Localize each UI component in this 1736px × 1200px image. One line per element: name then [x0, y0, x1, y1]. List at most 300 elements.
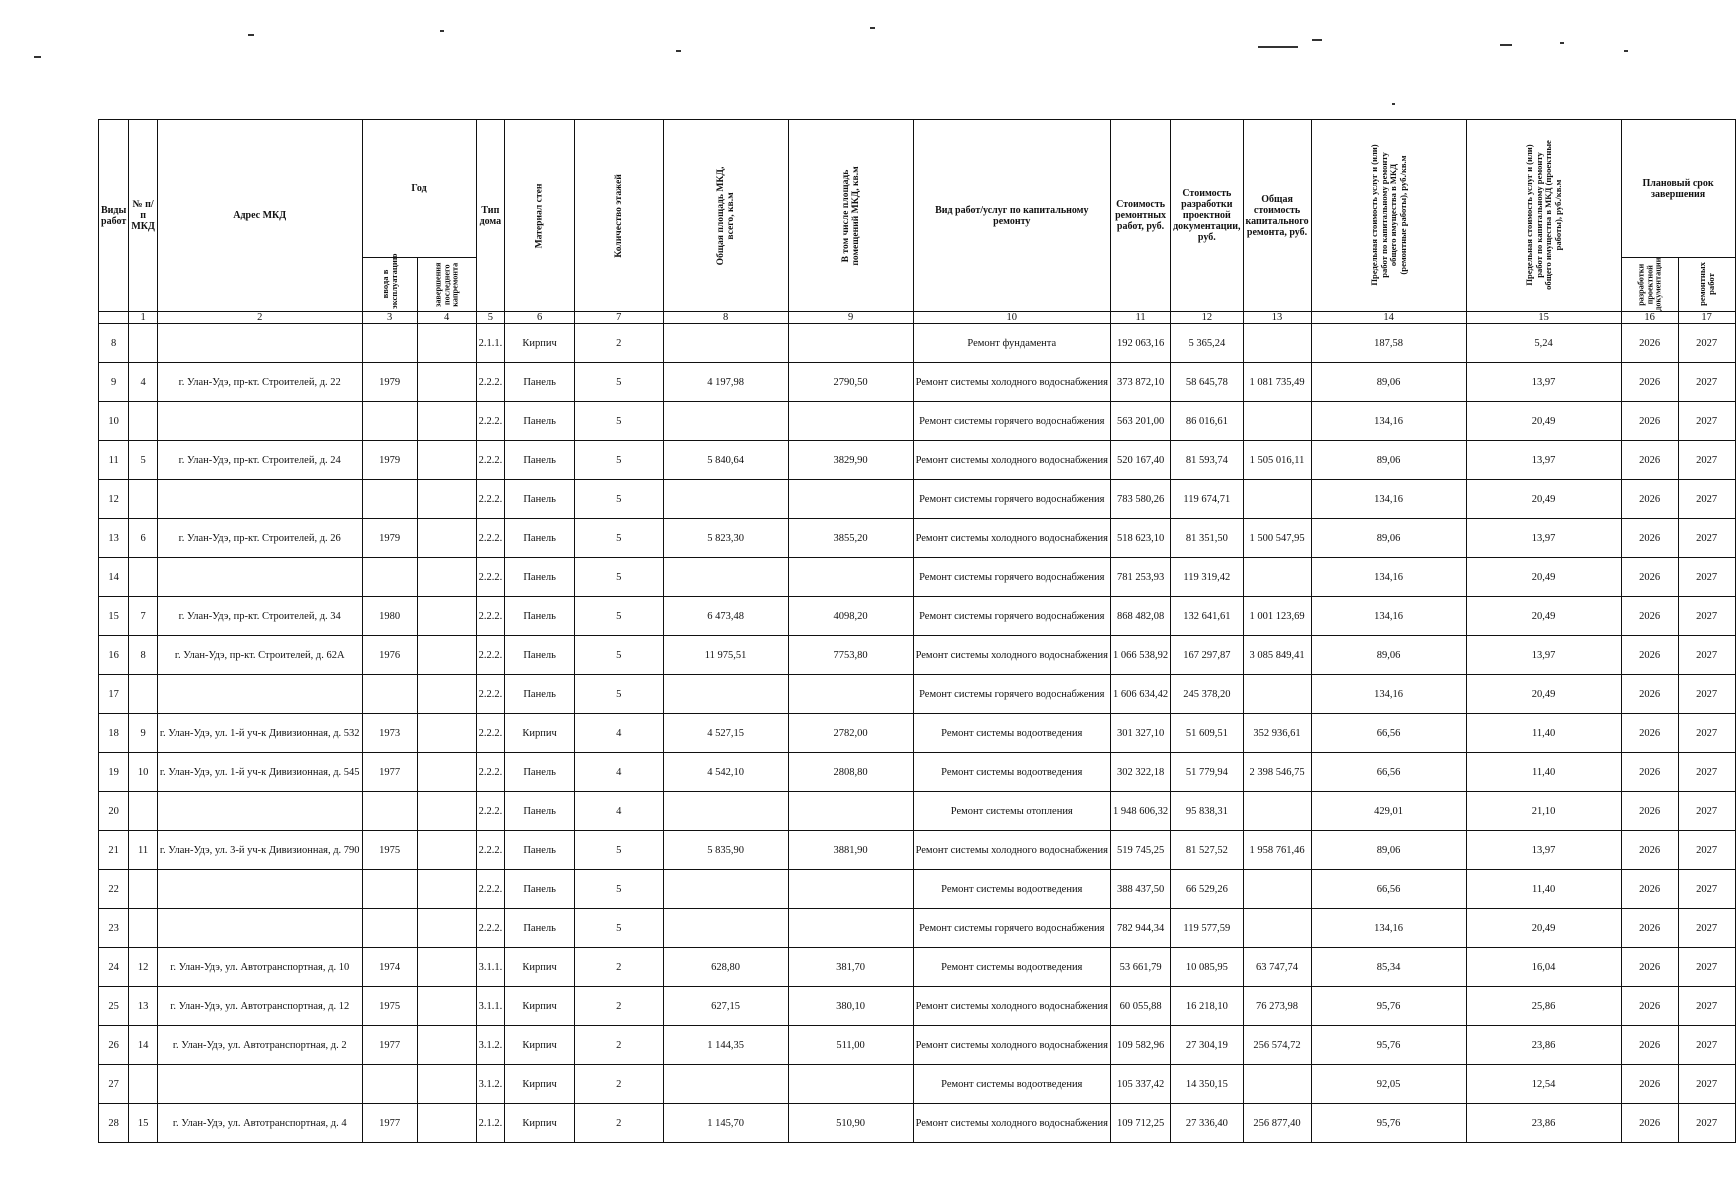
cell-floors: 5	[575, 480, 664, 519]
cell-floors: 4	[575, 714, 664, 753]
cell-premises-area: 380,10	[788, 987, 913, 1026]
scan-speck	[440, 30, 444, 32]
header-year-last-repair-text: завершения последнего капремонта	[432, 262, 459, 307]
cell-limit-design: 16,04	[1466, 948, 1621, 987]
cell-total-cost	[1243, 870, 1311, 909]
cell-total-area: 6 473,48	[663, 597, 788, 636]
cell-limit-design: 11,40	[1466, 714, 1621, 753]
cell-floors: 5	[575, 519, 664, 558]
table-row	[99, 441, 1736, 480]
cell-nn: 15	[129, 1104, 158, 1143]
cell-repair-cost: 783 580,26	[1111, 480, 1171, 519]
cell-limit-design: 11,40	[1466, 870, 1621, 909]
cell-design-cost: 27 304,19	[1171, 1026, 1243, 1065]
cell-design-cost: 51 779,94	[1171, 753, 1243, 792]
cell-address	[157, 480, 362, 519]
header-wall-material	[505, 120, 575, 312]
cell-deadline-design: 2026	[1621, 870, 1678, 909]
cell-limit-repair: 95,76	[1311, 1026, 1466, 1065]
cell-limit-design: 20,49	[1466, 480, 1621, 519]
cell-limit-repair: 89,06	[1311, 636, 1466, 675]
cell-deadline-repair: 2027	[1678, 675, 1735, 714]
cell-work-type: Ремонт системы водоотведения	[913, 948, 1110, 987]
cell-year-last-repair	[417, 792, 476, 831]
cell-limit-design: 20,49	[1466, 402, 1621, 441]
cell-premises-area: 381,70	[788, 948, 913, 987]
cell-total-cost: 76 273,98	[1243, 987, 1311, 1026]
cell-design-cost: 58 645,78	[1171, 363, 1243, 402]
cell-vid: 15	[99, 597, 129, 636]
cell-deadline-design: 2026	[1621, 1104, 1678, 1143]
col-number: 5	[476, 312, 505, 324]
col-number: 11	[1111, 312, 1171, 324]
cell-year-last-repair	[417, 402, 476, 441]
header-address: Адрес МКД	[157, 120, 362, 312]
cell-total-cost: 1 500 547,95	[1243, 519, 1311, 558]
cell-house-type: 2.1.1.	[476, 324, 505, 363]
col-number: 8	[663, 312, 788, 324]
cell-house-type: 2.2.2.	[476, 831, 505, 870]
cell-nn: 13	[129, 987, 158, 1026]
scan-speck	[1392, 103, 1395, 105]
cell-deadline-repair: 2027	[1678, 909, 1735, 948]
cell-work-type: Ремонт системы холодного водоснабжения	[913, 363, 1110, 402]
cell-wall-material: Панель	[505, 363, 575, 402]
header-design-cost: Стоимость разработки проектной документации, руб.	[1171, 120, 1243, 312]
table-body	[99, 324, 1736, 1143]
cell-repair-cost: 868 482,08	[1111, 597, 1171, 636]
cell-year-last-repair	[417, 675, 476, 714]
cell-limit-design: 23,86	[1466, 1026, 1621, 1065]
cell-address: г. Улан-Удэ, ул. Автотранспортная, д. 10	[157, 948, 362, 987]
cell-total-area	[663, 558, 788, 597]
cell-vid: 19	[99, 753, 129, 792]
cell-deadline-repair: 2027	[1678, 558, 1735, 597]
cell-house-type: 3.1.1.	[476, 987, 505, 1026]
cell-deadline-design: 2026	[1621, 675, 1678, 714]
table-row	[99, 987, 1736, 1026]
cell-premises-area	[788, 792, 913, 831]
cell-total-cost	[1243, 402, 1311, 441]
cell-limit-repair: 95,76	[1311, 1104, 1466, 1143]
cell-nn	[129, 558, 158, 597]
header-year-commission	[362, 253, 417, 312]
cell-vid: 22	[99, 870, 129, 909]
cell-total-area: 4 542,10	[663, 753, 788, 792]
cell-year-last-repair	[417, 1104, 476, 1143]
cell-address	[157, 402, 362, 441]
cell-deadline-repair: 2027	[1678, 480, 1735, 519]
cell-deadline-design: 2026	[1621, 831, 1678, 870]
cell-work-type: Ремонт системы горячего водоснабжения	[913, 558, 1110, 597]
cell-vid: 28	[99, 1104, 129, 1143]
col-number: 15	[1466, 312, 1621, 324]
cell-total-area: 1 145,70	[663, 1104, 788, 1143]
header-total-cost: Общая стоимость капитального ремонта, руб.	[1243, 120, 1311, 312]
cell-deadline-repair: 2027	[1678, 948, 1735, 987]
cell-limit-design: 25,86	[1466, 987, 1621, 1026]
header-limit-design	[1466, 120, 1621, 312]
header-total-area	[663, 120, 788, 312]
table-row	[99, 714, 1736, 753]
cell-house-type: 2.2.2.	[476, 675, 505, 714]
cell-premises-area: 3829,90	[788, 441, 913, 480]
cell-deadline-repair: 2027	[1678, 831, 1735, 870]
cell-nn: 12	[129, 948, 158, 987]
header-nn-mkd: № п/п МКД	[129, 120, 158, 312]
cell-deadline-repair: 2027	[1678, 792, 1735, 831]
cell-design-cost: 245 378,20	[1171, 675, 1243, 714]
cell-vid: 16	[99, 636, 129, 675]
cell-repair-cost: 1 606 634,42	[1111, 675, 1171, 714]
cell-design-cost: 132 641,61	[1171, 597, 1243, 636]
register-table-wrap	[98, 119, 1736, 1143]
cell-nn: 14	[129, 1026, 158, 1065]
cell-house-type: 2.2.2.	[476, 597, 505, 636]
cell-premises-area	[788, 402, 913, 441]
cell-total-area: 5 835,90	[663, 831, 788, 870]
header-work-type: Вид работ/услуг по капитальному ремонту	[913, 120, 1110, 312]
cell-floors: 2	[575, 324, 664, 363]
col-number: 9	[788, 312, 913, 324]
cell-limit-design: 13,97	[1466, 519, 1621, 558]
cell-work-type: Ремонт системы холодного водоснабжения	[913, 1026, 1110, 1065]
cell-total-cost: 2 398 546,75	[1243, 753, 1311, 792]
cell-year-commission: 1975	[362, 831, 417, 870]
cell-vid: 8	[99, 324, 129, 363]
cell-year-commission: 1977	[362, 753, 417, 792]
cell-design-cost: 27 336,40	[1171, 1104, 1243, 1143]
cell-deadline-repair: 2027	[1678, 1104, 1735, 1143]
cell-year-commission	[362, 324, 417, 363]
cell-design-cost: 66 529,26	[1171, 870, 1243, 909]
cell-design-cost: 119 319,42	[1171, 558, 1243, 597]
header-deadline-design-text: разработки проектной документации	[1635, 257, 1662, 311]
cell-repair-cost: 302 322,18	[1111, 753, 1171, 792]
cell-deadline-repair: 2027	[1678, 324, 1735, 363]
cell-deadline-design: 2026	[1621, 480, 1678, 519]
header-premises-area	[788, 120, 913, 312]
scan-speck	[1560, 42, 1564, 44]
cell-year-commission	[362, 402, 417, 441]
cell-work-type: Ремонт системы водоотведения	[913, 753, 1110, 792]
cell-repair-cost: 60 055,88	[1111, 987, 1171, 1026]
capital-repair-table	[98, 119, 1736, 1143]
cell-vid: 11	[99, 441, 129, 480]
cell-deadline-design: 2026	[1621, 558, 1678, 597]
cell-wall-material: Кирпич	[505, 987, 575, 1026]
cell-total-area: 5 840,64	[663, 441, 788, 480]
cell-design-cost: 167 297,87	[1171, 636, 1243, 675]
col-number: 16	[1621, 312, 1678, 324]
col-number: 13	[1243, 312, 1311, 324]
cell-year-last-repair	[417, 519, 476, 558]
cell-vid: 21	[99, 831, 129, 870]
cell-wall-material: Панель	[505, 870, 575, 909]
cell-house-type: 2.2.2.	[476, 714, 505, 753]
cell-limit-repair: 134,16	[1311, 402, 1466, 441]
table-row	[99, 870, 1736, 909]
cell-floors: 5	[575, 363, 664, 402]
cell-total-area: 4 527,15	[663, 714, 788, 753]
table-row	[99, 480, 1736, 519]
cell-house-type: 3.1.1.	[476, 948, 505, 987]
cell-limit-design: 11,40	[1466, 753, 1621, 792]
cell-total-cost: 256 574,72	[1243, 1026, 1311, 1065]
cell-nn	[129, 402, 158, 441]
cell-vid: 25	[99, 987, 129, 1026]
cell-deadline-repair: 2027	[1678, 987, 1735, 1026]
header-wall-material-text: Материал стен	[533, 183, 545, 249]
cell-deadline-repair: 2027	[1678, 870, 1735, 909]
cell-total-area	[663, 402, 788, 441]
cell-nn	[129, 909, 158, 948]
cell-total-area	[663, 480, 788, 519]
cell-wall-material: Кирпич	[505, 1026, 575, 1065]
cell-deadline-design: 2026	[1621, 714, 1678, 753]
col-number: 12	[1171, 312, 1243, 324]
col-number: 3	[362, 312, 417, 324]
cell-nn: 5	[129, 441, 158, 480]
cell-year-commission	[362, 675, 417, 714]
header-deadline-design	[1621, 258, 1678, 312]
cell-vid: 9	[99, 363, 129, 402]
cell-house-type: 2.2.2.	[476, 363, 505, 402]
col-number: 10	[913, 312, 1110, 324]
cell-house-type: 2.2.2.	[476, 480, 505, 519]
cell-vid: 10	[99, 402, 129, 441]
cell-year-last-repair	[417, 1026, 476, 1065]
cell-house-type: 2.2.2.	[476, 636, 505, 675]
cell-premises-area	[788, 1065, 913, 1104]
table-row	[99, 1104, 1736, 1143]
cell-limit-design: 20,49	[1466, 909, 1621, 948]
table-row	[99, 558, 1736, 597]
cell-wall-material: Панель	[505, 636, 575, 675]
cell-address: г. Улан-Удэ, ул. 1-й уч-к Дивизионная, д. 545	[157, 753, 362, 792]
cell-design-cost: 95 838,31	[1171, 792, 1243, 831]
cell-limit-repair: 66,56	[1311, 714, 1466, 753]
cell-premises-area: 3855,20	[788, 519, 913, 558]
cell-vid: 27	[99, 1065, 129, 1104]
cell-premises-area	[788, 480, 913, 519]
cell-repair-cost: 519 745,25	[1111, 831, 1171, 870]
cell-nn	[129, 324, 158, 363]
cell-house-type: 2.2.2.	[476, 558, 505, 597]
cell-total-cost: 3 085 849,41	[1243, 636, 1311, 675]
header-limit-repair-text: Предельная стоимость услуг и (или) работ по капитальному ремонту общего имущества в МКД (ремонтные работы), руб./кв.м	[1368, 144, 1408, 286]
cell-deadline-design: 2026	[1621, 1026, 1678, 1065]
table-row	[99, 1065, 1736, 1104]
cell-design-cost: 86 016,61	[1171, 402, 1243, 441]
cell-deadline-repair: 2027	[1678, 402, 1735, 441]
cell-premises-area: 511,00	[788, 1026, 913, 1065]
header-house-type: Тип дома	[476, 120, 505, 312]
cell-premises-area: 510,90	[788, 1104, 913, 1143]
cell-total-area	[663, 675, 788, 714]
cell-vid: 13	[99, 519, 129, 558]
cell-total-cost: 1 001 123,69	[1243, 597, 1311, 636]
cell-wall-material: Панель	[505, 558, 575, 597]
cell-design-cost: 5 365,24	[1171, 324, 1243, 363]
cell-address	[157, 870, 362, 909]
cell-floors: 5	[575, 441, 664, 480]
cell-deadline-design: 2026	[1621, 909, 1678, 948]
header-vid-rabot: Виды работ	[99, 120, 129, 312]
cell-floors: 5	[575, 675, 664, 714]
cell-floors: 5	[575, 831, 664, 870]
cell-limit-repair: 89,06	[1311, 363, 1466, 402]
cell-year-last-repair	[417, 441, 476, 480]
header-year-last-repair	[417, 258, 476, 312]
cell-deadline-design: 2026	[1621, 597, 1678, 636]
cell-year-last-repair	[417, 1065, 476, 1104]
cell-address: г. Улан-Удэ, пр-кт. Строителей, д. 24	[157, 441, 362, 480]
cell-total-cost: 1 081 735,49	[1243, 363, 1311, 402]
cell-limit-repair: 89,06	[1311, 519, 1466, 558]
cell-vid: 12	[99, 480, 129, 519]
cell-deadline-design: 2026	[1621, 519, 1678, 558]
cell-year-last-repair	[417, 597, 476, 636]
cell-house-type: 2.2.2.	[476, 792, 505, 831]
cell-address: г. Улан-Удэ, пр-кт. Строителей, д. 22	[157, 363, 362, 402]
cell-floors: 5	[575, 909, 664, 948]
cell-repair-cost: 105 337,42	[1111, 1065, 1171, 1104]
cell-premises-area	[788, 909, 913, 948]
header-limit-design-text: Предельная стоимость услуг и (или) работ по капитальному ремонту общего имущества в МКД (проектные работы), руб./кв.м	[1523, 140, 1563, 291]
cell-vid: 26	[99, 1026, 129, 1065]
cell-vid: 14	[99, 558, 129, 597]
table-row	[99, 597, 1736, 636]
cell-work-type: Ремонт системы отопления	[913, 792, 1110, 831]
cell-work-type: Ремонт системы горячего водоснабжения	[913, 480, 1110, 519]
header-deadline-repair	[1678, 258, 1735, 312]
cell-limit-repair: 89,06	[1311, 441, 1466, 480]
scan-speck	[1258, 46, 1298, 48]
cell-deadline-design: 2026	[1621, 441, 1678, 480]
scan-speck	[1500, 44, 1512, 46]
cell-wall-material: Кирпич	[505, 714, 575, 753]
cell-work-type: Ремонт фундамента	[913, 324, 1110, 363]
cell-address: г. Улан-Удэ, ул. Автотранспортная, д. 2	[157, 1026, 362, 1065]
cell-nn: 7	[129, 597, 158, 636]
cell-deadline-design: 2026	[1621, 987, 1678, 1026]
cell-limit-repair: 66,56	[1311, 870, 1466, 909]
cell-year-commission	[362, 1065, 417, 1104]
cell-year-last-repair	[417, 831, 476, 870]
cell-limit-design: 13,97	[1466, 441, 1621, 480]
cell-limit-repair: 134,16	[1311, 675, 1466, 714]
cell-total-cost: 63 747,74	[1243, 948, 1311, 987]
cell-total-area	[663, 792, 788, 831]
cell-deadline-repair: 2027	[1678, 363, 1735, 402]
table-row	[99, 1026, 1736, 1065]
header-deadline-repair-text: ремонтных работ	[1696, 262, 1716, 306]
cell-floors: 2	[575, 1065, 664, 1104]
cell-year-commission: 1979	[362, 363, 417, 402]
cell-deadline-design: 2026	[1621, 324, 1678, 363]
cell-deadline-design: 2026	[1621, 792, 1678, 831]
cell-limit-design: 13,97	[1466, 636, 1621, 675]
cell-address	[157, 909, 362, 948]
cell-house-type: 2.1.2.	[476, 1104, 505, 1143]
cell-work-type: Ремонт системы водоотведения	[913, 1065, 1110, 1104]
col-number: 1	[129, 312, 158, 324]
header-year-commission-text: ввода в эксплуатацию	[379, 253, 399, 309]
cell-limit-repair: 85,34	[1311, 948, 1466, 987]
col-number: 17	[1678, 312, 1735, 324]
cell-floors: 5	[575, 597, 664, 636]
cell-total-area: 4 197,98	[663, 363, 788, 402]
cell-year-commission: 1973	[362, 714, 417, 753]
cell-repair-cost: 109 582,96	[1111, 1026, 1171, 1065]
cell-nn: 6	[129, 519, 158, 558]
cell-year-last-repair	[417, 363, 476, 402]
cell-wall-material: Панель	[505, 675, 575, 714]
cell-deadline-design: 2026	[1621, 1065, 1678, 1104]
cell-repair-cost: 518 623,10	[1111, 519, 1171, 558]
scan-speck	[34, 56, 41, 58]
table-row	[99, 636, 1736, 675]
cell-wall-material: Панель	[505, 909, 575, 948]
cell-year-commission	[362, 909, 417, 948]
cell-address	[157, 792, 362, 831]
table-row	[99, 324, 1736, 363]
cell-deadline-repair: 2027	[1678, 1026, 1735, 1065]
cell-deadline-repair: 2027	[1678, 636, 1735, 675]
cell-year-last-repair	[417, 558, 476, 597]
cell-address	[157, 675, 362, 714]
cell-work-type: Ремонт системы холодного водоснабжения	[913, 636, 1110, 675]
table-row	[99, 831, 1736, 870]
header-limit-repair	[1311, 120, 1466, 312]
cell-total-cost: 1 958 761,46	[1243, 831, 1311, 870]
cell-house-type: 2.2.2.	[476, 519, 505, 558]
cell-work-type: Ремонт системы горячего водоснабжения	[913, 675, 1110, 714]
cell-design-cost: 81 351,50	[1171, 519, 1243, 558]
cell-floors: 5	[575, 636, 664, 675]
cell-design-cost: 81 527,52	[1171, 831, 1243, 870]
table-row	[99, 792, 1736, 831]
cell-floors: 5	[575, 870, 664, 909]
cell-wall-material: Панель	[505, 792, 575, 831]
cell-limit-repair: 187,58	[1311, 324, 1466, 363]
col-number: 7	[575, 312, 664, 324]
cell-total-cost	[1243, 558, 1311, 597]
cell-vid: 18	[99, 714, 129, 753]
cell-premises-area: 2782,00	[788, 714, 913, 753]
cell-premises-area	[788, 675, 913, 714]
cell-repair-cost: 388 437,50	[1111, 870, 1171, 909]
cell-floors: 4	[575, 792, 664, 831]
cell-repair-cost: 1 948 606,32	[1111, 792, 1171, 831]
table-row	[99, 519, 1736, 558]
cell-deadline-design: 2026	[1621, 363, 1678, 402]
cell-house-type: 2.2.2.	[476, 753, 505, 792]
table-row	[99, 753, 1736, 792]
cell-limit-repair: 429,01	[1311, 792, 1466, 831]
cell-work-type: Ремонт системы холодного водоснабжения	[913, 441, 1110, 480]
cell-year-last-repair	[417, 636, 476, 675]
header-deadline: Плановый срок завершения	[1621, 120, 1735, 258]
cell-floors: 5	[575, 558, 664, 597]
cell-address	[157, 324, 362, 363]
cell-vid: 23	[99, 909, 129, 948]
cell-work-type: Ремонт системы холодного водоснабжения	[913, 519, 1110, 558]
cell-total-cost	[1243, 909, 1311, 948]
cell-premises-area	[788, 870, 913, 909]
scan-speck	[1312, 39, 1322, 41]
